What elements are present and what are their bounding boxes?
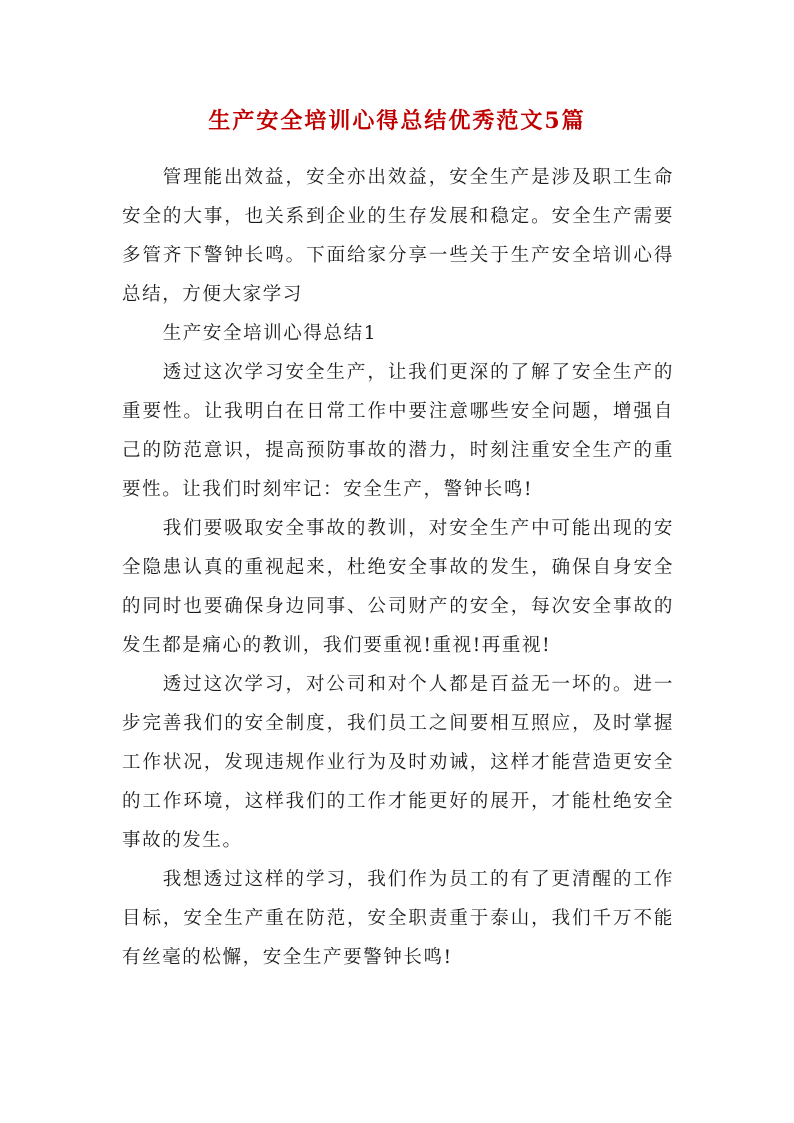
document-body [122,158,674,977]
body-paragraph: 我们要吸取安全事故的教训，对安全生产中可能出现的安全隐患认真的重视起来，杜绝安全事故的发生，确保自身安全的同时也要确保身边同事、公司财产的安全，每次安全事故的发生都是痛心的教训，我们要重视!重视!再重视! [122,518,674,656]
body-paragraph: 透过这次学习安全生产，让我们更深的了解了安全生产的重要性。让我明白在日常工作中要注意哪些安全问题，增强自己的防范意识，提高预防事故的潜力，时刻注重安全生产的重要性。让我们时刻牢记：安全生产，警钟长鸣! [122,362,674,500]
section-heading: 生产安全培训心得总结1 [162,323,378,344]
body-paragraph: 我想透过这样的学习，我们作为员工的有了更清醒的工作目标，安全生产重在防范，安全职责重于泰山，我们千万不能有丝毫的松懈，安全生产要警钟长鸣! [122,869,674,968]
document-title: 生产安全培训心得总结优秀范文5篇 [208,108,586,134]
intro-paragraph: 管理能出效益，安全亦出效益，安全生产是涉及职工生命安全的大事，也关系到企业的生存发展和稳定。安全生产需要多管齐下警钟长鸣。下面给家分享一些关于生产安全培训心得总结，方便大家学习 [122,167,674,305]
body-paragraph: 透过这次学习，对公司和对个人都是百益无一坏的。进一步完善我们的安全制度，我们员工之间要相互照应，及时掌握工作状况，发现违规作业行为及时劝诫，这样才能营造更安全的工作环境，这样我们的工作才能更好的展开，才能杜绝安全事故的发生。 [122,674,674,851]
